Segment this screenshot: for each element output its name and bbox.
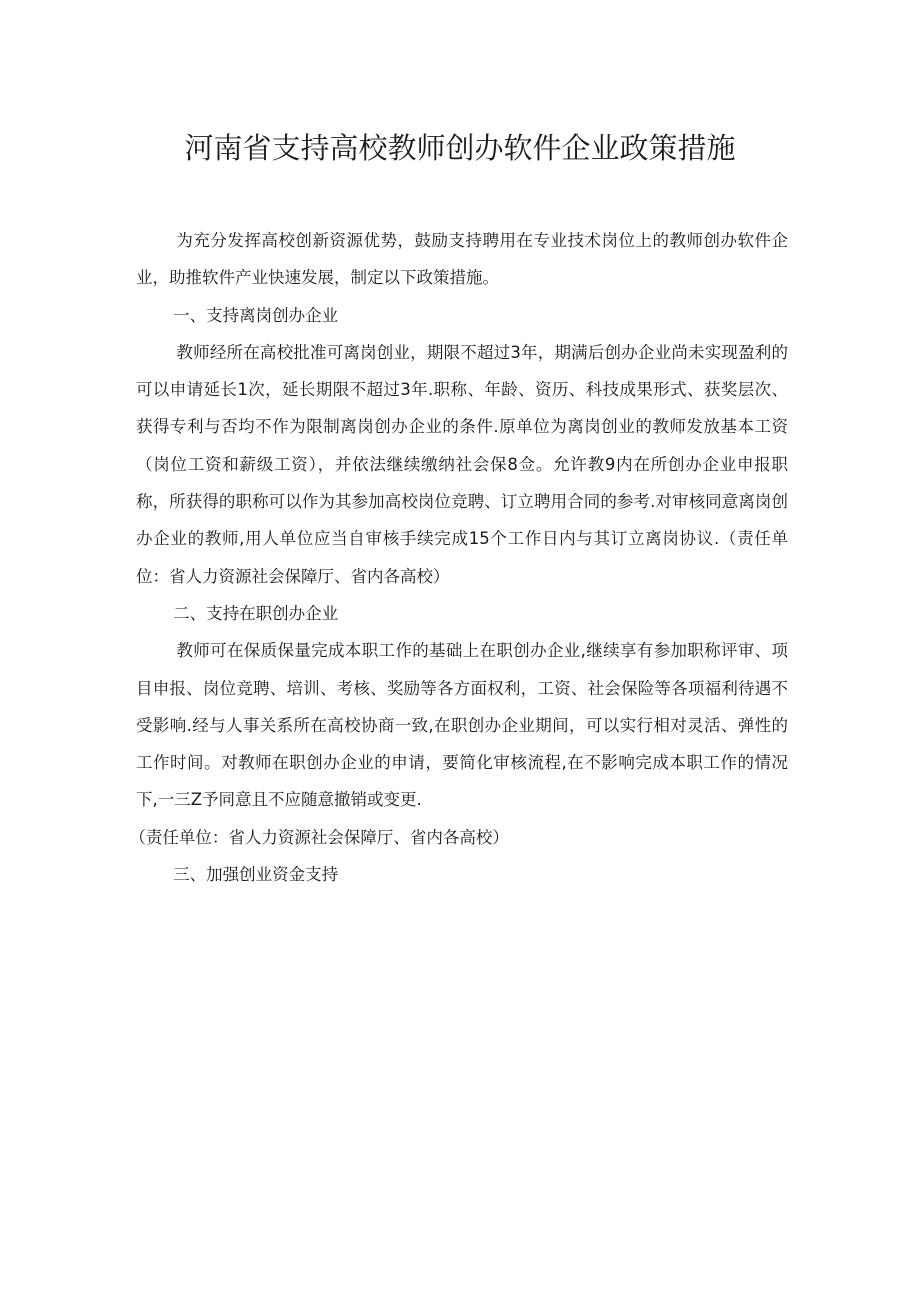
section-body-1: 教师经所在高校批准可离岗创业，期限不超过3年，期满后创办企业尚未实现盈利的可以申请延长1次，延长期限不超过3年.职称、年龄、资历、科技成果形式、获奖层次、获得专利与否均不作为限制离岗创办企业的条件.原单位为离岗创业的教师发放基本工资（岗位工资和薪级工资），并依法继续缴纳社会保8佥。允许教9内在所创办企业申报职称，所获得的职称可以作为其参加高校岗位竞聘、订立聘用合同的参考.对审核同意离岗创办企业的教师,用人单位应当自审核手续完成15个工作日内与其订立离岗协议.（责任单位：省人力资源社会保障厅、省内各高校） [136,342,788,586]
section-heading-3: 三、加强创业资金支持 [173,865,339,885]
section-heading-1: 一、支持离岗创办企业 [173,305,339,325]
document-body [129,222,788,893]
section-body-2: 教师可在保质保量完成本职工作的基础上在职创办企业,继续享有参加职称评审、项目申报、岗位竞聘、培训、考核、奖励等各方面权利，工资、社会保险等各项福利待遇不受影响.经与人事关系所在高校协商一致,在职创办企业期间，可以实行相对灵活、弹性的工作时间。对教师在职创办企业的申请，要简化审核流程,在不影响完成本职工作的情况下,一三Z予同意且不应随意撤销或变更. [136,641,788,810]
intro-paragraph: 为充分发挥高校创新资源优势，鼓励支持聘用在专业技术岗位上的教师创办软件企业，助推软件产业快速发展，制定以下政策措施。 [136,231,788,288]
section-heading-2: 二、支持在职创办企业 [173,603,339,623]
section-responsibility-2: （责任单位：省人力资源社会保障厅、省内各高校） [129,827,509,847]
document-title: 河南省支持高校教师创办软件企业政策措施 [184,131,736,165]
